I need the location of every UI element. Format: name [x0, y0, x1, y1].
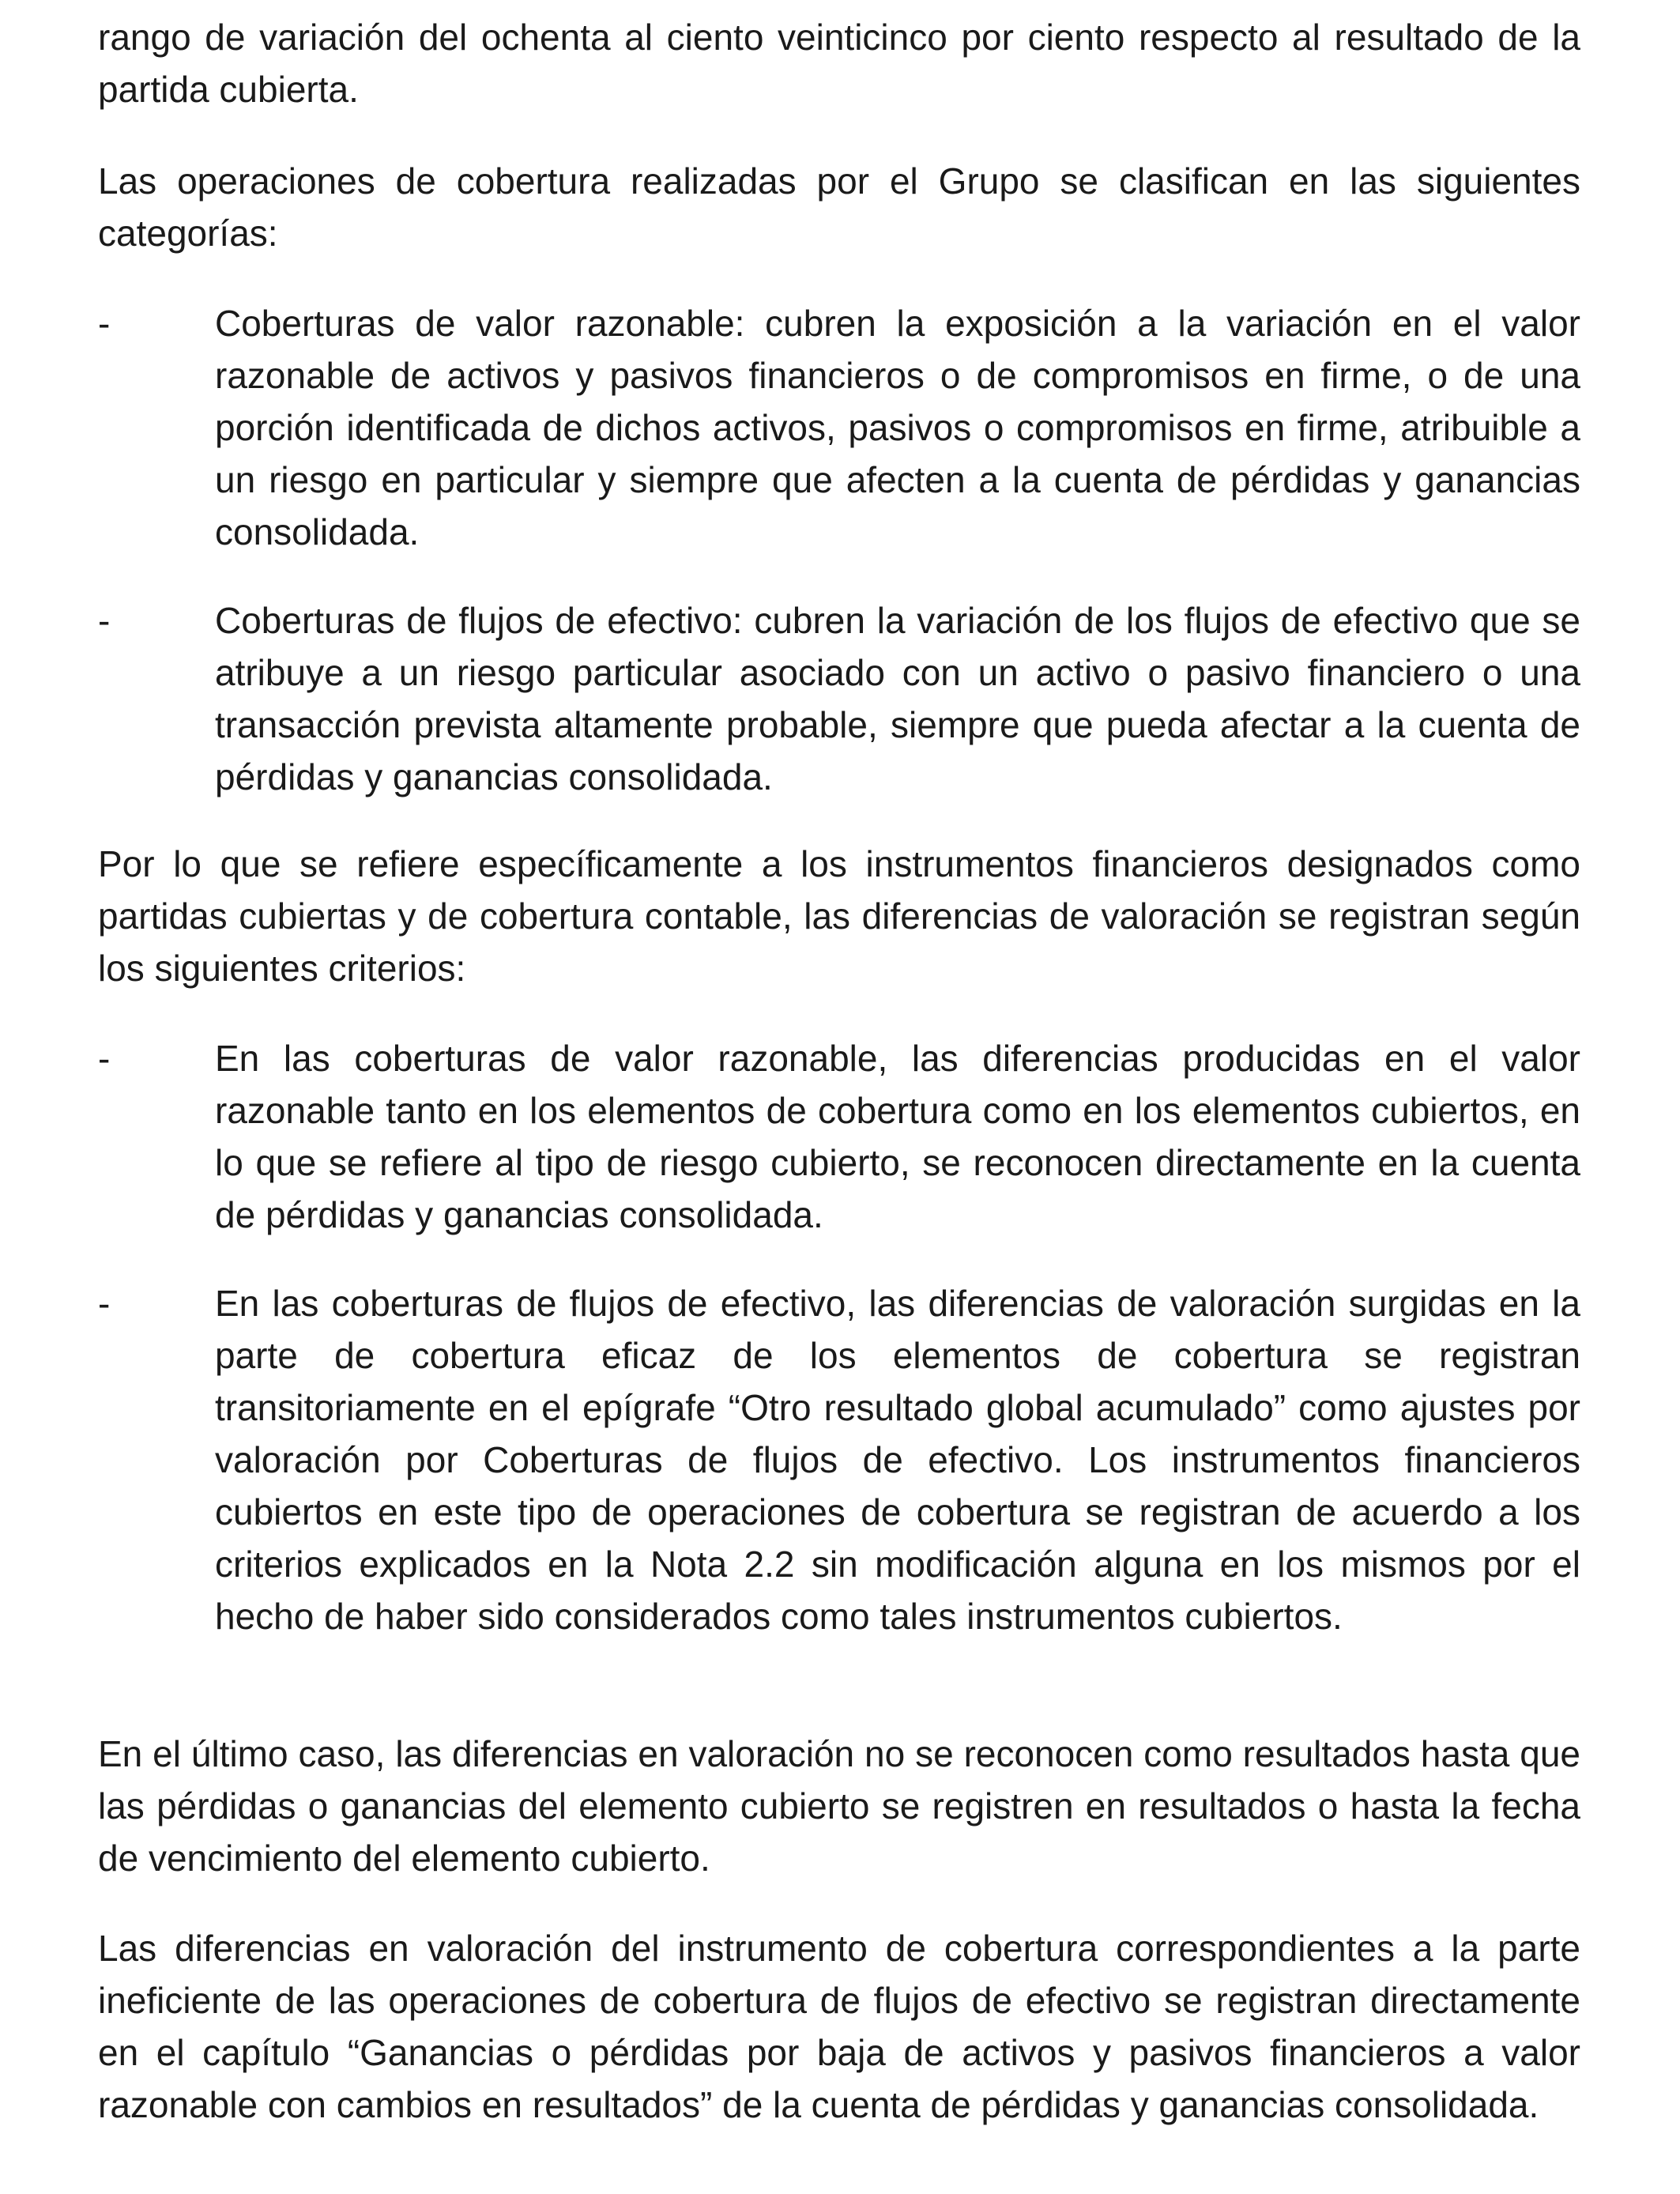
bullet-fair-value-hedges — [98, 297, 1580, 558]
bullet-text: En las coberturas de valor razonable, las diferencias producidas en el valor razonable tanto en los elementos de cobertura como en los elementos cubiertos, en lo que se refiere al tipo de riesgo cubierto, se reconocen directamente en la cuenta de pérdidas y ganancias consolidada. — [215, 1038, 1580, 1235]
bullet-text: Coberturas de flujos de efectivo: cubren la variación de los flujos de efectivo que se atribuye a un riesgo particular asociado con un activo o pasivo financiero o una transacción prevista altamente probable, siempre que pueda afectar a la cuenta de pérdidas y ganancias consolidada. — [215, 600, 1580, 797]
paragraph-valuation-criteria: Por lo que se refiere específicamente a los instrumentos financieros designados como partidas cubiertas y de cobertura contable, las diferencias de valoración se registran según los siguientes criterios: — [98, 843, 1580, 989]
bullet-cash-flow-hedges — [98, 594, 1580, 803]
bullet-cash-flow-differences — [98, 1277, 1580, 1642]
bullet-marker: - — [98, 600, 111, 641]
paragraph-inefficient-part: Las diferencias en valoración del instrumento de cobertura correspondientes a la parte ineficiente de las operaciones de cobertura de flujos de efectivo se registran directamente en el capítulo “Ganancias o pérdidas por baja de activos y pasivos financieros a valor razonable con cambios en resultados” de la cuenta de pérdidas y ganancias consolidada. — [98, 1928, 1580, 2125]
bullet-text: Coberturas de valor razonable: cubren la exposición a la variación en el valor razonable de activos y pasivos financieros o de compromisos en firme, o de una porción identificada de dichos activos, pasivos o compromisos en firme, atribuible a un riesgo en particular y siempre que afecten a la cuenta de pérdidas y ganancias consolidada. — [215, 303, 1580, 552]
bullet-marker: - — [98, 303, 111, 344]
paragraph-last-case: En el último caso, las diferencias en valoración no se reconocen como resultados hasta que las pérdidas o ganancias del elemento cubierto se registren en resultados o hasta la fecha de vencimiento del elemento cubierto. — [98, 1733, 1580, 1879]
bullet-marker: - — [98, 1038, 111, 1079]
bullet-marker: - — [98, 1283, 111, 1324]
bullet-text: En las coberturas de flujos de efectivo, las diferencias de valoración surgidas en la parte de cobertura eficaz de los elementos de cobertura se registran transitoriamente en el epígrafe “Otro resultado global acumulado” como ajustes por valoración por Coberturas de flujos de efectivo. Los instrumentos financieros cubiertos en este tipo de operaciones de cobertura se registran de acuerdo a los criterios explicados en la Nota 2.2 sin modificación alguna en los mismos por el hecho de haber sido considerados como tales instrumentos cubiertos. — [215, 1283, 1580, 1637]
bullet-fair-value-differences — [98, 1032, 1580, 1241]
paragraph-hedge-categories: Las operaciones de cobertura realizadas por el Grupo se clasifican en las siguientes categorías: — [98, 160, 1580, 254]
paragraph-intro-continuation: rango de variación del ochenta al ciento veinticinco por ciento respecto al resultado de la partida cubierta. — [98, 17, 1580, 110]
